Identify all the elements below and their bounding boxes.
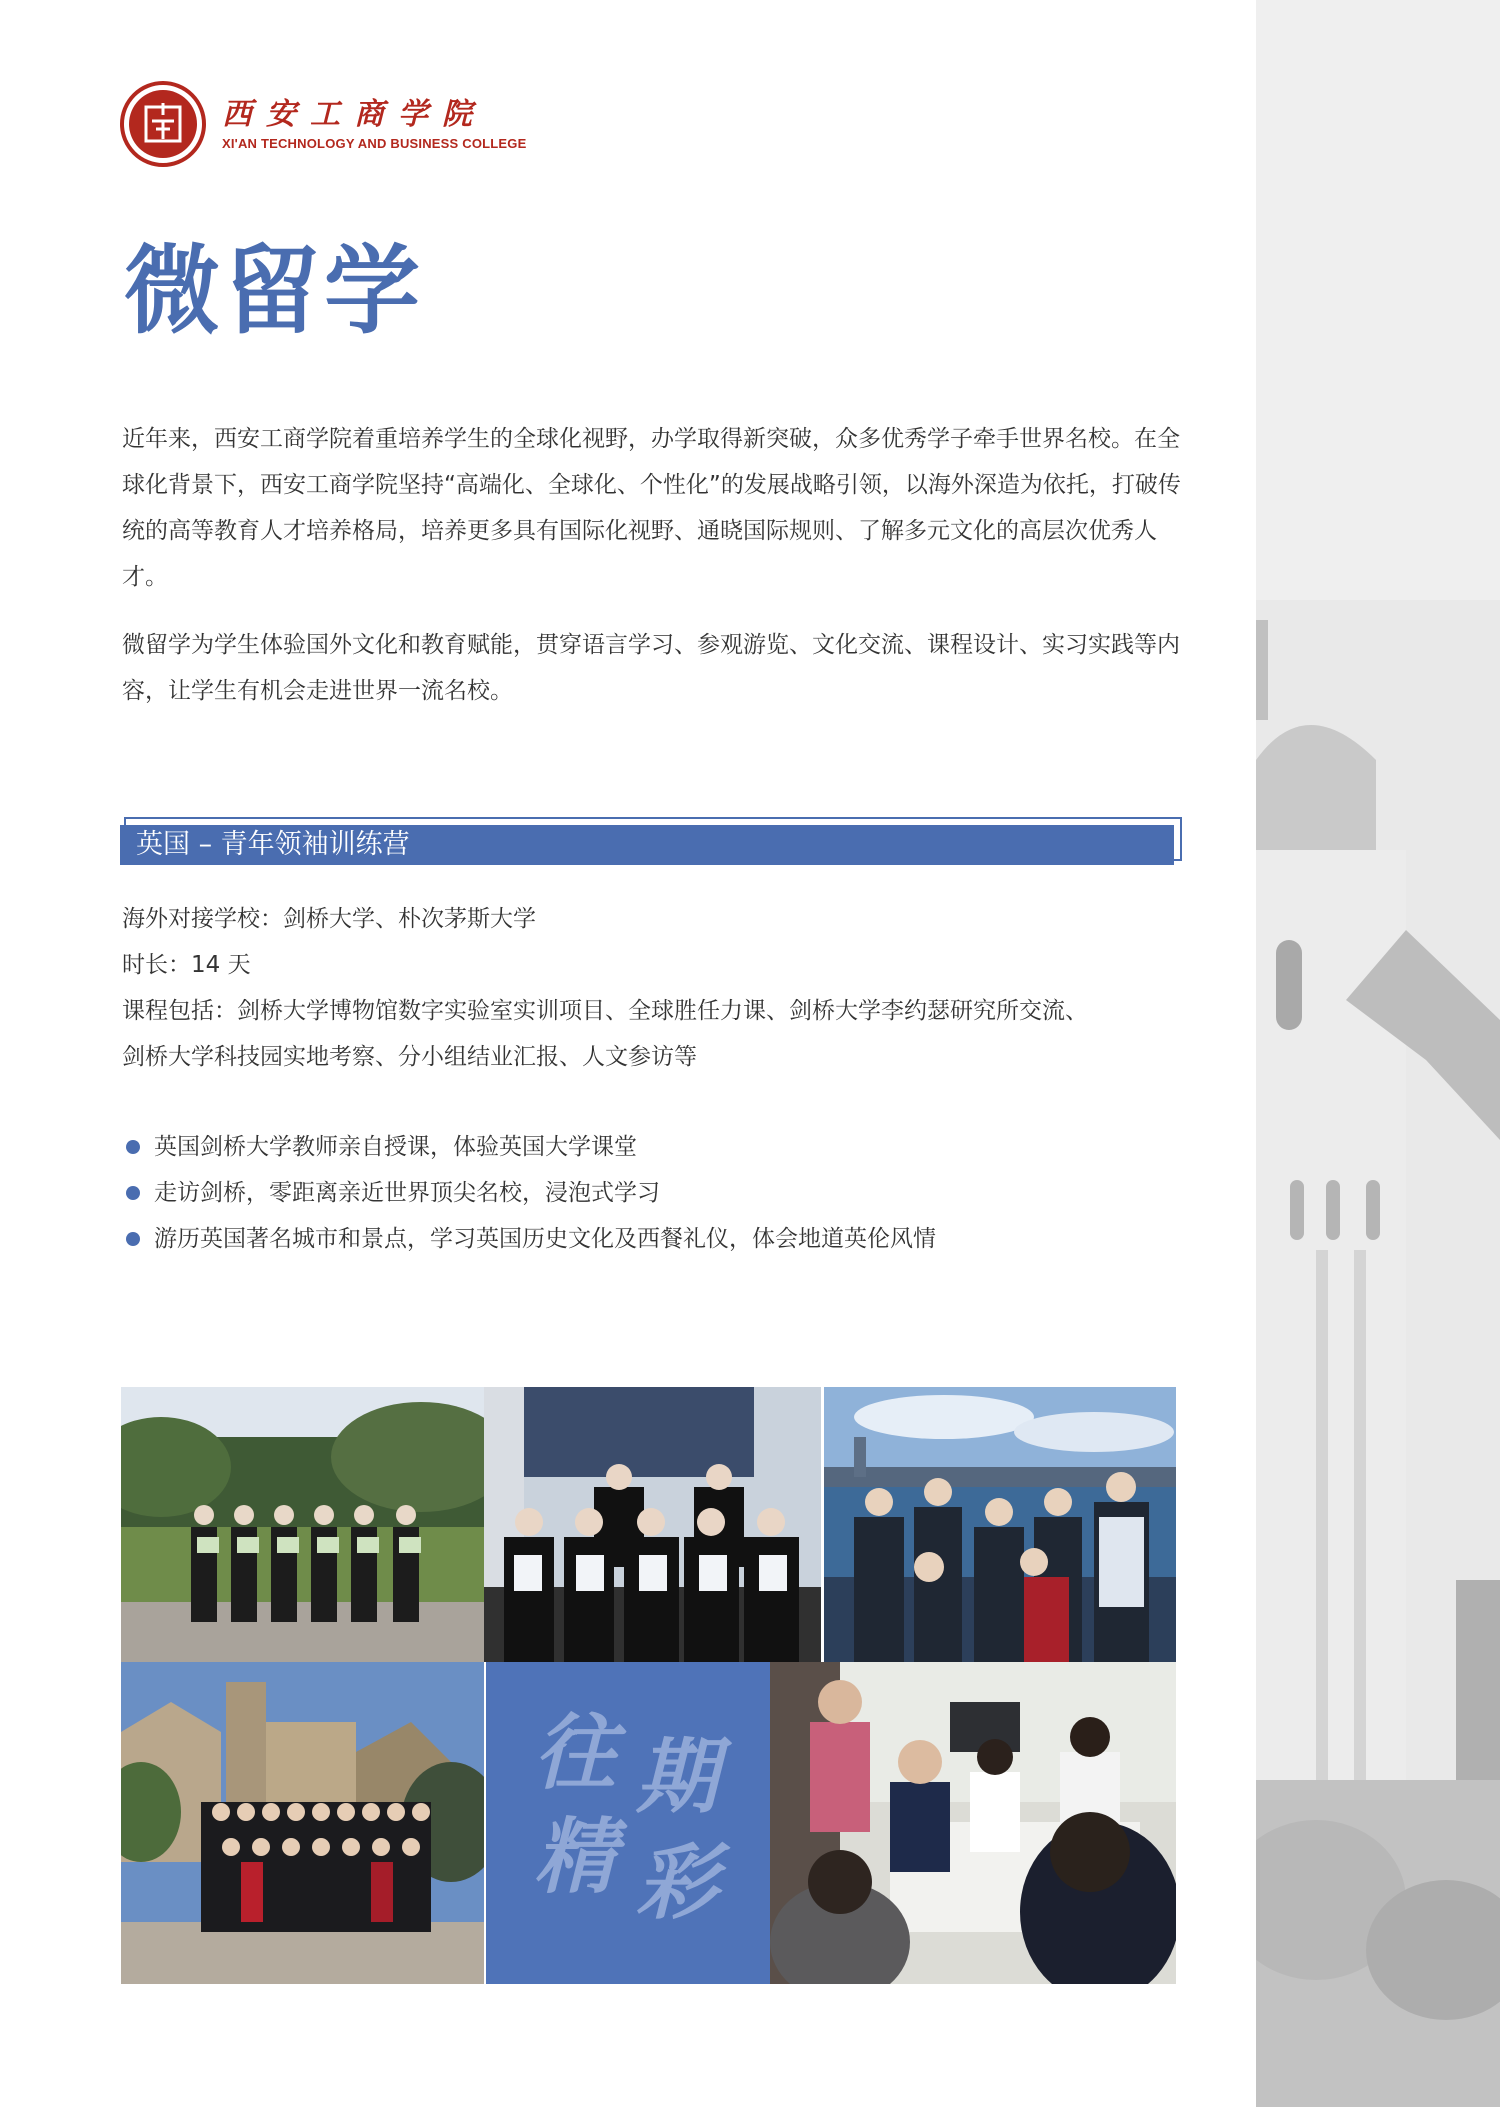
past-highlights-panel bbox=[486, 1662, 770, 1984]
course-list-line-2: 剑桥大学科技园实地考察、分小组结业汇报、人文参访等 bbox=[122, 1044, 697, 1070]
seal-mark bbox=[140, 101, 186, 147]
intro-text bbox=[122, 416, 1182, 714]
course-list-line-1: 课程包括：剑桥大学博物馆数字实验室实训项目、全球胜任力课、剑桥大学李约瑟研究所交流、 bbox=[122, 998, 1088, 1024]
highlight-text: 英国剑桥大学教师亲自授课，体验英国大学课堂 bbox=[154, 1134, 637, 1160]
collage-word: 期 bbox=[636, 1729, 718, 1825]
photo-group-certificates bbox=[121, 1387, 484, 1662]
intro-paragraph-1: 近年来，西安工商学院着重培养学生的全球化视野，办学取得新突破，众多优秀学子牵手世界名校。在全球化背景下，西安工商学院坚持“高端化、全球化、个性化”的发展战略引领，以海外深造为依托，打破传统的高等教育人才培养格局，培养更多具有国际化视野、通晓国际规则、了解多元文化的高层次优秀人才。 bbox=[122, 426, 1181, 590]
college-name-en: XI'AN TECHNOLOGY AND BUSINESS COLLEGE bbox=[222, 136, 527, 151]
list-item bbox=[122, 1170, 1202, 1216]
program-duration: 时长：14 天 bbox=[122, 952, 251, 978]
program-title: 英国 – 青年领袖训练营 bbox=[136, 829, 410, 860]
photo-collage bbox=[121, 1387, 1176, 1984]
photo-castle-group bbox=[121, 1662, 484, 1984]
partner-schools: 海外对接学校：剑桥大学、朴次茅斯大学 bbox=[122, 906, 536, 932]
bullet-icon bbox=[126, 1232, 140, 1246]
list-item bbox=[122, 1124, 1202, 1170]
photo-boat-trip bbox=[824, 1387, 1176, 1662]
photo-classroom-group bbox=[484, 1387, 821, 1662]
college-seal-icon bbox=[120, 81, 206, 167]
intro-paragraph-2: 微留学为学生体验国外文化和教育赋能，贯穿语言学习、参观游览、文化交流、课程设计、实习实践等内容，让学生有机会走进世界一流名校。 bbox=[122, 632, 1180, 704]
program-details bbox=[122, 896, 1202, 1080]
bullet-icon bbox=[126, 1140, 140, 1154]
side-building-photo bbox=[1256, 0, 1500, 2107]
collage-word: 彩 bbox=[636, 1835, 718, 1931]
building-silhouette bbox=[1256, 0, 1500, 2107]
collage-word: 往 bbox=[534, 1705, 616, 1801]
program-highlights bbox=[122, 1124, 1202, 1262]
highlight-text: 走访剑桥，零距离亲近世界顶尖名校，浸泡式学习 bbox=[154, 1180, 660, 1206]
highlight-text: 游历英国著名城市和景点，学习英国历史文化及西餐礼仪，体会地道英伦风情 bbox=[154, 1226, 936, 1252]
program-section-header bbox=[120, 817, 1182, 865]
list-item bbox=[122, 1216, 1202, 1262]
photo-discussion bbox=[770, 1662, 1176, 1984]
college-logo bbox=[120, 80, 526, 168]
collage-word: 精 bbox=[534, 1809, 616, 1905]
page-title: 微留学 bbox=[124, 235, 424, 347]
college-name-cn: 西安工商学院 bbox=[222, 97, 486, 132]
bullet-icon bbox=[126, 1186, 140, 1200]
